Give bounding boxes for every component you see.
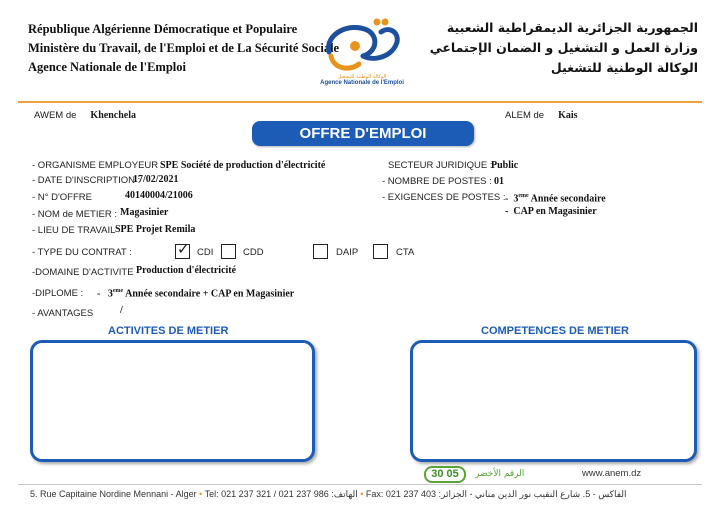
ministry-name-ar: وزارة العمل و التشغيل و الضمان الإجتماعي: [429, 40, 698, 55]
exigence-1-num: 3: [513, 193, 519, 205]
page-title: OFFRE D'EMPLOI: [252, 121, 474, 146]
secteur-label: SECTEUR JURIDIQUE :: [388, 160, 493, 171]
agency-name: Agence Nationale de l'Emploi: [28, 60, 186, 74]
exigence-1: - 3eme Année secondaire: [505, 193, 606, 205]
diplome-num: 3: [107, 288, 113, 300]
header-divider: [18, 101, 702, 103]
anem-logo-icon: [319, 16, 405, 74]
checkbox-cdd[interactable]: [221, 244, 236, 259]
diplome-sup: eme: [112, 288, 124, 294]
anem-logo: [316, 16, 408, 98]
awem-row: [34, 110, 136, 121]
website-link[interactable]: www.anem.dz: [582, 468, 642, 479]
avantages-value: /: [120, 305, 123, 316]
awem-label: AWEM de: [34, 110, 77, 121]
footer-tel-ar: :الهاتف: [331, 489, 358, 499]
republic-name-ar: الجمهورية الجزائرية الديمقراطية الشعبية: [446, 20, 698, 35]
checkbox-daip-label: DAIP: [336, 247, 359, 258]
competences-title: COMPETENCES DE METIER: [481, 325, 629, 337]
activites-title: ACTIVITES DE METIER: [108, 325, 229, 337]
postes-value: 01: [494, 176, 504, 187]
footer-tel: Tel: 021 237 321 / 021 237 986: [204, 489, 329, 499]
date-inscription-value: 17/02/2021: [133, 174, 179, 185]
metier-value: Magasinier: [120, 207, 169, 218]
footer-address-fr: 5. Rue Capitaine Nordine Mennani - Alger: [30, 489, 197, 499]
lieu-travail-label: - LIEU DE TRAVAIL: [32, 225, 116, 236]
exigence-2: - CAP en Magasinier: [505, 206, 597, 217]
diplome-label: -DIPLOME :: [32, 288, 84, 299]
offre-number-value: 40140004/21006: [125, 190, 193, 201]
alem-row: [505, 110, 578, 121]
alem-value: Kais: [558, 110, 578, 121]
checkbox-cdi[interactable]: [175, 240, 190, 259]
checkbox-daip[interactable]: [313, 244, 328, 259]
hotline-badge: 30 05: [424, 466, 466, 483]
domaine-label: -DOMAINE D'ACTIVITE: [32, 267, 134, 278]
domaine-value: Production d'électricité: [136, 265, 237, 276]
exigences-label: - EXIGENCES DE POSTES :: [382, 192, 506, 203]
logo-french-text: Agence Nationale de l'Emploi: [320, 80, 404, 86]
republic-name: République Algérienne Démocratique et Populaire: [28, 22, 298, 36]
metier-label: - NOM de METIER :: [32, 209, 117, 220]
logo-arabic-text: الوكالة الوطنية للتشغيل: [337, 74, 387, 80]
postes-label: - NOMBRE DE POSTES :: [382, 176, 492, 187]
ministry-name: Ministère du Travail, de l'Emploi et de La Sécurité Sociale: [28, 41, 340, 55]
activites-box[interactable]: [30, 340, 315, 462]
exigence-2-text: CAP en Magasinier: [513, 206, 597, 217]
secteur-value: Public: [491, 160, 519, 171]
checkbox-cta[interactable]: [373, 244, 388, 259]
organisme-value: SPE Société de production d'électricité: [160, 160, 326, 171]
diplome-value: [97, 288, 294, 299]
footer-address-ar: :الفاكس - 5. شارع النقيب نور الدين مناني - الجزائر: [438, 489, 627, 499]
competences-box[interactable]: [410, 340, 697, 462]
footer-address: 5. Rue Capitaine Nordine Mennani - Alger • Tel: 021 237 321 / 021 237 986 :الهاتف • Fax: 021 237 403 :الفاكس - 5. شارع النقيب نور الدين مناني - الجزائر: [30, 489, 627, 499]
hotline-label: الرقم الأخضر: [475, 469, 525, 479]
checkbox-cdd-label: CDD: [243, 247, 264, 258]
exigence-1-text: Année secondaire: [528, 193, 606, 205]
agency-name-ar: الوكالة الوطنية للتشغيل: [550, 60, 698, 75]
header-arabic: [408, 18, 698, 78]
lieu-travail-value: SPE Projet Remila: [115, 224, 196, 235]
organisme-label: - ORGANISME EMPLOYEUR :: [32, 160, 164, 171]
diplome-text: Année secondaire + CAP en Magasinier: [123, 288, 295, 300]
diplome-dash: -: [97, 288, 101, 300]
contrat-label: - TYPE DU CONTRAT :: [32, 247, 132, 258]
header-french: [28, 20, 339, 77]
checkbox-cta-label: CTA: [396, 247, 415, 258]
alem-label: ALEM de: [505, 110, 545, 121]
date-inscription-label: - DATE D'INSCRIPTION :: [32, 175, 141, 186]
footer-divider: [18, 484, 702, 485]
exigence-1-sup: eme: [518, 193, 529, 199]
offre-number-label: - N° D'OFFRE: [32, 192, 92, 203]
check-icon: ✓: [177, 240, 190, 258]
awem-value: Khenchela: [90, 110, 136, 121]
avantages-label: - AVANTAGES: [32, 308, 94, 319]
footer-fax: Fax: 021 237 403: [365, 489, 436, 499]
checkbox-cdi-label: CDI: [197, 247, 214, 258]
